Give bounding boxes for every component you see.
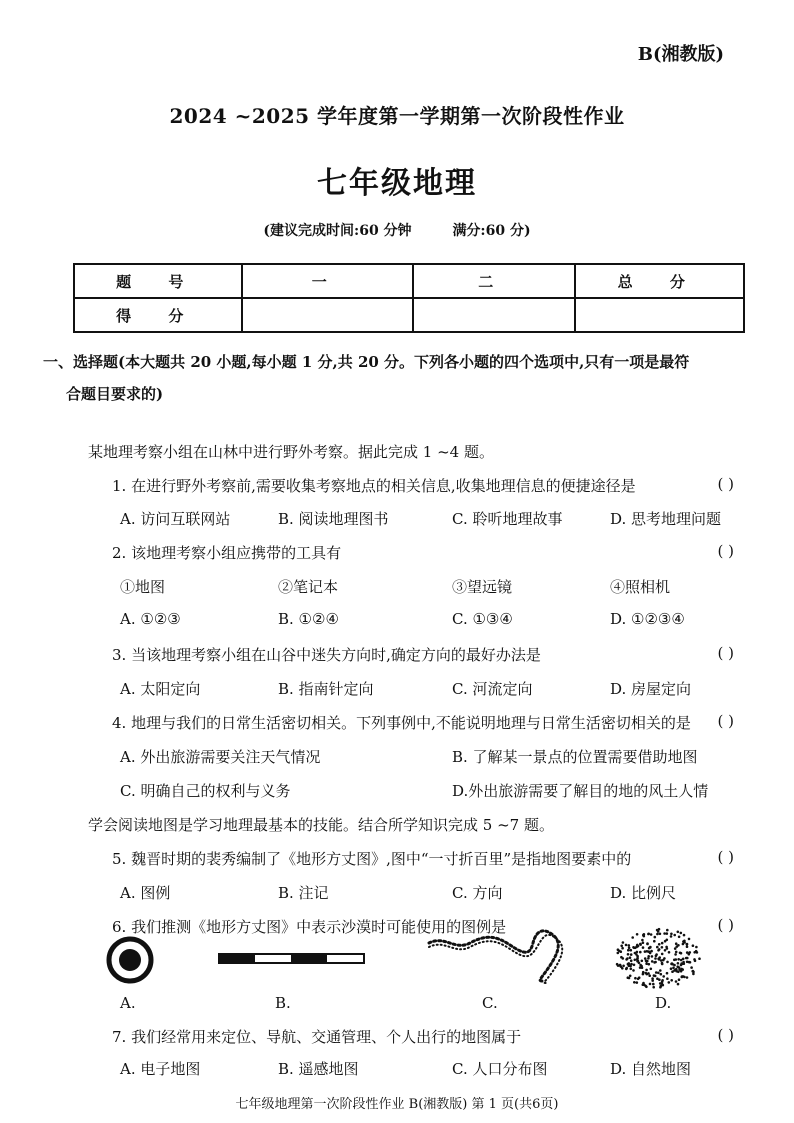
exam-info: [0, 220, 794, 240]
question-stem-1: 1. 在进行野外考察前,需要收集考察地点的相关信息,收集地理信息的便捷途径是: [112, 477, 636, 495]
score-cell: 一: [242, 264, 413, 298]
edition-label: B(湘教版): [637, 44, 724, 65]
option-4d[interactable]: D.外出旅游需要了解目的地的风土人情: [452, 782, 709, 800]
question-stem-6: 6. 我们推测《地形方丈图》中表示沙漠时可能使用的图例是: [112, 918, 507, 936]
option-4a[interactable]: A. 外出旅游需要关注天气情况: [120, 748, 321, 766]
option-5c[interactable]: C. 方向: [452, 884, 503, 902]
score-table-header-row: [74, 264, 744, 298]
capital-city-symbol-icon[interactable]: [105, 935, 155, 985]
score-cell: 得 分: [74, 298, 242, 332]
tool-item-1: ①地图: [120, 578, 166, 596]
option-2c[interactable]: C. ①③④: [452, 610, 513, 628]
answer-blank-3[interactable]: ( ): [717, 644, 734, 662]
answer-blank-6[interactable]: ( ): [717, 916, 734, 934]
answer-blank-2[interactable]: ( ): [717, 542, 734, 560]
option-2b[interactable]: B. ①②④: [278, 610, 339, 628]
section-heading-line: 合题目要求的): [66, 385, 164, 403]
subject-title: 七年级地理: [317, 166, 477, 201]
section-heading: [43, 346, 773, 410]
exam-title: 2024 ~2025 学年度第一学期第一次阶段性作业: [169, 104, 625, 128]
score-info: 满分:60 分): [452, 223, 531, 239]
option-3d[interactable]: D. 房屋定向: [610, 680, 692, 698]
answer-blank-1[interactable]: ( ): [717, 475, 734, 493]
option-1d[interactable]: D. 思考地理问题: [610, 510, 722, 528]
option-3b[interactable]: B. 指南针定向: [278, 680, 374, 698]
score-cell: 二: [413, 264, 575, 298]
option-4c[interactable]: C. 明确自己的权利与义务: [120, 782, 291, 800]
option-6a[interactable]: A.: [120, 994, 136, 1012]
option-3c[interactable]: C. 河流定向: [452, 680, 533, 698]
option-7c[interactable]: C. 人口分布图: [452, 1060, 548, 1078]
question-group-intro: 某地理考察小组在山林中进行野外考察。据此完成 1 ~4 题。: [88, 443, 494, 461]
option-4b[interactable]: B. 了解某一景点的位置需要借助地图: [452, 748, 698, 766]
option-1b[interactable]: B. 阅读地理图书: [278, 510, 389, 528]
tool-item-4: ④照相机: [610, 578, 671, 596]
option-6b[interactable]: B.: [275, 994, 291, 1012]
question-stem-5: 5. 魏晋时期的裴秀编制了《地形方丈图》,图中“一寸折百里”是指地图要素中的: [112, 850, 632, 868]
score-entry-cell[interactable]: [575, 298, 745, 332]
option-1c[interactable]: C. 聆听地理故事: [452, 510, 563, 528]
question-stem-4: 4. 地理与我们的日常生活密切相关。下列事例中,不能说明地理与日常生活密切相关的是: [112, 714, 691, 732]
option-1a[interactable]: A. 访问互联网站: [120, 510, 231, 528]
score-cell: 题 号: [74, 264, 242, 298]
question-stem-2: 2. 该地理考察小组应携带的工具有: [112, 544, 342, 562]
option-3a[interactable]: A. 太阳定向: [120, 680, 201, 698]
wavy-boundary-symbol-icon[interactable]: [425, 925, 575, 985]
option-5a[interactable]: A. 图例: [120, 884, 171, 902]
answer-blank-4[interactable]: ( ): [717, 712, 734, 730]
score-cell: 总 分: [575, 264, 745, 298]
score-entry-cell[interactable]: [413, 298, 575, 332]
option-5d[interactable]: D. 比例尺: [610, 884, 677, 902]
option-2d[interactable]: D. ①②③④: [610, 610, 685, 628]
option-7a[interactable]: A. 电子地图: [120, 1060, 201, 1078]
page-footer: 七年级地理第一次阶段性作业 B(湘教版) 第 1 页(共6页): [235, 1097, 559, 1112]
option-6d[interactable]: D.: [655, 994, 672, 1012]
option-5b[interactable]: B. 注记: [278, 884, 329, 902]
time-info: (建议完成时间:60 分钟: [263, 223, 412, 239]
option-2a[interactable]: A. ①②③: [120, 610, 181, 628]
option-7b[interactable]: B. 遥感地图: [278, 1060, 359, 1078]
question-stem-3: 3. 当该地理考察小组在山谷中迷失方向时,确定方向的最好办法是: [112, 646, 541, 664]
question-stem-7: 7. 我们经常用来定位、导航、交通管理、个人出行的地图属于: [112, 1028, 522, 1046]
score-table: [73, 263, 745, 333]
option-6c[interactable]: C.: [482, 994, 498, 1012]
desert-dots-symbol-icon[interactable]: [612, 925, 704, 991]
answer-blank-7[interactable]: ( ): [717, 1026, 734, 1044]
tool-item-2: ②笔记本: [278, 578, 339, 596]
railway-symbol-icon[interactable]: [218, 952, 366, 966]
score-table-score-row: [74, 298, 744, 332]
question-group-intro: 学会阅读地图是学习地理最基本的技能。结合所学知识完成 5 ~7 题。: [88, 816, 554, 834]
answer-blank-5[interactable]: ( ): [717, 848, 734, 866]
section-heading-line: 一、选择题(本大题共 20 小题,每小题 1 分,共 20 分。下列各小题的四个选项中,只有一项是最符: [43, 353, 690, 371]
option-7d[interactable]: D. 自然地图: [610, 1060, 692, 1078]
score-entry-cell[interactable]: [242, 298, 413, 332]
tool-item-3: ③望远镜: [452, 578, 513, 596]
